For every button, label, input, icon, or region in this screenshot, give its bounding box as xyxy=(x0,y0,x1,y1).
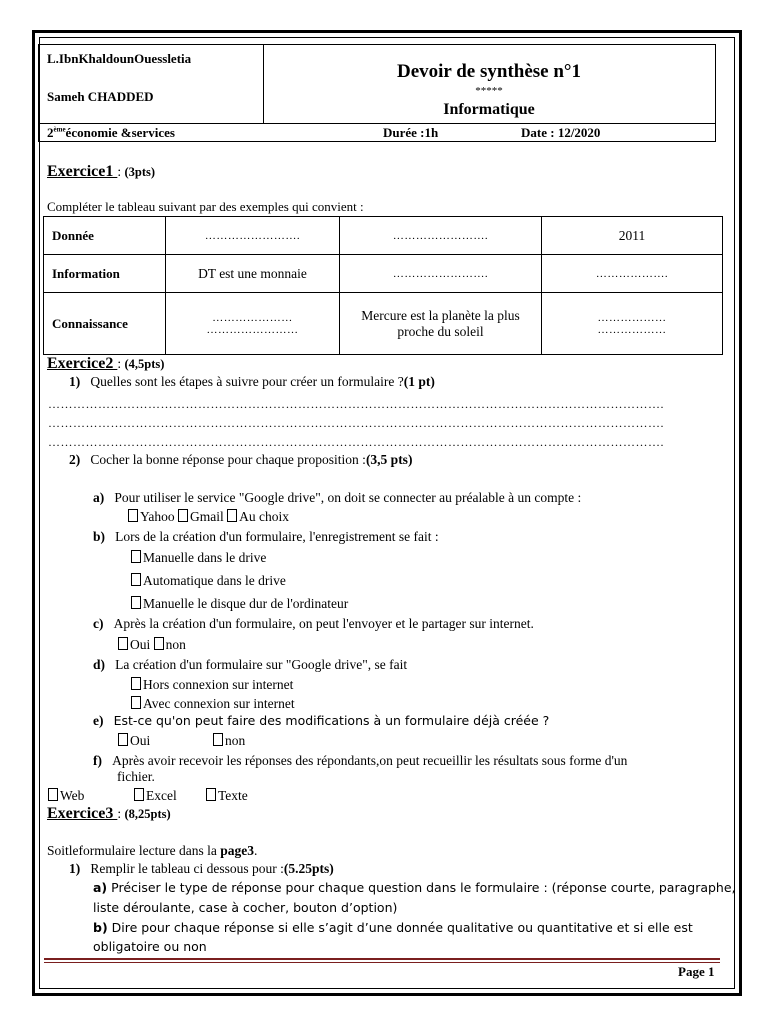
prop-label: b) xyxy=(93,529,106,544)
checkbox[interactable] xyxy=(118,733,128,746)
blank-line: ………………… xyxy=(212,311,293,324)
prop-label: a) xyxy=(93,880,108,895)
intro-text: Soitleformulaire lecture dans la xyxy=(47,843,221,858)
prop-text: Est-ce qu'on peut faire des modifications à un formulaire déjà créée ? xyxy=(113,713,550,728)
page-number: Page 1 xyxy=(678,964,715,979)
prop-label: d) xyxy=(93,657,106,672)
ex3-b-line2: obligatoire ou non xyxy=(93,939,207,954)
title-stars: ***** xyxy=(475,85,503,97)
cell-line: proche du soleil xyxy=(397,323,484,339)
prop-text: Dire pour chaque réponse si elle s’agit d’une donnée qualitative ou quantitative et si elle est xyxy=(111,920,693,935)
prop-f xyxy=(93,753,627,769)
ex1-points: (3pts) xyxy=(124,165,156,179)
exam-date: Date : 12/2020 xyxy=(521,125,601,140)
prop-e xyxy=(93,713,549,729)
prop-a xyxy=(93,490,581,506)
ex1-instruction: Compléter le tableau suivant par des exemples qui convient : xyxy=(47,199,364,214)
option-label: Au choix xyxy=(239,509,290,524)
cell-line: Mercure est la planète la plus xyxy=(361,307,520,323)
table-cell: 2011 xyxy=(542,217,723,255)
checkbox[interactable] xyxy=(48,788,58,801)
prop-label: a) xyxy=(93,490,105,505)
option-label: Oui xyxy=(130,733,151,748)
ex1-table xyxy=(43,216,723,355)
answer-blank: ……………………. xyxy=(166,217,340,255)
option-label: Manuelle le disque dur de l'ordinateur xyxy=(143,596,349,611)
option-label: non xyxy=(165,637,186,652)
prop-text: Après avoir recevoir les réponses des répondants,on peut recueillir les résultats sous forme d'un xyxy=(112,753,628,768)
option-row xyxy=(134,788,177,804)
answer-blank xyxy=(166,293,340,355)
ex2-title: Exercice2 xyxy=(47,355,118,372)
table-row xyxy=(44,217,723,255)
class-suffix: économie &services xyxy=(65,125,175,140)
answer-dotline: …………………………………………………………………………………………………………………………………. xyxy=(48,397,664,411)
ex2-q1 xyxy=(69,374,435,390)
prop-label: e) xyxy=(93,713,104,728)
option-row xyxy=(213,733,245,749)
option-row xyxy=(131,677,293,693)
checkbox[interactable] xyxy=(118,637,128,650)
option-label: Yahoo xyxy=(140,509,175,524)
prop-text: Lors de la création d'un formulaire, l'enregistrement se fait : xyxy=(115,529,439,544)
option-row xyxy=(118,733,150,749)
q-points: (1 pt) xyxy=(403,374,435,389)
intro-end: . xyxy=(253,843,258,858)
answer-blank: ……………………. xyxy=(340,255,542,293)
prop-d xyxy=(93,657,407,673)
exam-header xyxy=(38,44,716,142)
ex3-sep: : xyxy=(117,806,125,821)
option-row xyxy=(131,696,295,712)
ex1-title: Exercice1 xyxy=(47,163,118,180)
footer-rule xyxy=(44,958,720,960)
checkbox[interactable] xyxy=(213,733,223,746)
q-points: (5.25pts) xyxy=(283,861,334,876)
ex2-sep: : xyxy=(117,356,125,371)
prop-label: c) xyxy=(93,616,104,631)
class-sup: ème xyxy=(53,125,66,134)
prop-c xyxy=(93,616,534,632)
q-text: Cocher la bonne réponse pour chaque proposition : xyxy=(90,452,366,467)
exam-title: Devoir de synthèse n°1 xyxy=(396,61,582,82)
q-number: 1) xyxy=(69,861,81,876)
table-row xyxy=(44,293,723,355)
checkbox[interactable] xyxy=(227,509,237,522)
ex3-heading xyxy=(47,805,171,823)
ex3-a-line1 xyxy=(93,880,736,895)
q-number: 1) xyxy=(69,374,81,389)
option-label: Manuelle dans le drive xyxy=(143,550,267,565)
option-row xyxy=(131,596,348,612)
class-name xyxy=(47,125,175,141)
ex2-q2 xyxy=(69,452,412,468)
option-row xyxy=(206,788,248,804)
prop-label: b) xyxy=(93,920,108,935)
ex3-q1 xyxy=(69,861,334,877)
prop-label: f) xyxy=(93,753,102,768)
prop-text: Préciser le type de réponse pour chaque question dans le formulaire : (réponse courte, paragraphe, xyxy=(111,880,736,895)
ex1-heading xyxy=(47,163,155,181)
ex2-points: (4,5pts) xyxy=(124,357,165,371)
footer-rule xyxy=(44,962,720,963)
school-name: L.IbnKhaldounOuessletia xyxy=(47,51,192,66)
ex2-heading xyxy=(47,355,164,373)
intro-page: page3 xyxy=(220,843,254,858)
option-label: Excel xyxy=(146,788,177,803)
checkbox[interactable] xyxy=(131,677,141,690)
answer-blank: ………………. xyxy=(542,255,723,293)
option-row xyxy=(48,788,84,804)
teacher-name: Sameh CHADDED xyxy=(47,89,154,104)
row-label: Donnée xyxy=(44,217,166,255)
option-label: Oui xyxy=(130,637,151,652)
table-row xyxy=(44,255,723,293)
blank-line: …………………… xyxy=(206,323,299,336)
option-label: Web xyxy=(60,788,85,803)
option-row xyxy=(131,550,266,566)
ex3-points: (8,25pts) xyxy=(124,807,171,821)
q-points: (3,5 pts) xyxy=(365,452,413,467)
ex3-intro xyxy=(47,843,257,859)
prop-text: La création d'un formulaire sur "Google drive", se fait xyxy=(115,657,408,672)
blank-line: ……………… xyxy=(597,323,667,336)
prop-b xyxy=(93,529,439,545)
ex3-b-line1 xyxy=(93,920,693,935)
row-label: Information xyxy=(44,255,166,293)
answer-dotline: …………………………………………………………………………………………………………………………………. xyxy=(48,435,664,449)
checkbox[interactable] xyxy=(134,788,144,801)
q-text: Quelles sont les étapes à suivre pour créer un formulaire ? xyxy=(90,374,404,389)
answer-blank xyxy=(542,293,723,355)
option-row xyxy=(131,573,286,589)
prop-text: Après la création d'un formulaire, on peut l'envoyer et le partager sur internet. xyxy=(113,616,534,631)
checkbox[interactable] xyxy=(131,573,141,586)
table-cell: DT est une monnaie xyxy=(166,255,340,293)
prop-text: Pour utiliser le service "Google drive", on doit se connecter au préalable à un compte : xyxy=(114,490,582,505)
exam-subject: Informatique xyxy=(443,101,535,118)
checkbox[interactable] xyxy=(178,509,188,522)
checkbox[interactable] xyxy=(206,788,216,801)
checkbox[interactable] xyxy=(128,509,138,522)
option-label: Gmail xyxy=(190,509,224,524)
ex3-title: Exercice3 xyxy=(47,805,118,822)
exam-duration: Durée :1h xyxy=(383,125,439,140)
checkbox[interactable] xyxy=(131,696,141,709)
option-label: Avec connexion sur internet xyxy=(143,696,295,711)
option-label: non xyxy=(225,733,246,748)
class-prefix: 2 xyxy=(47,125,54,140)
q-number: 2) xyxy=(69,452,81,467)
answer-dotline: …………………………………………………………………………………………………………………………………. xyxy=(48,416,664,430)
row-label: Connaissance xyxy=(44,293,166,355)
ex1-sep: : xyxy=(117,164,125,179)
answer-blank: ……………………. xyxy=(340,217,542,255)
table-cell xyxy=(340,293,542,355)
checkbox[interactable] xyxy=(154,637,164,650)
ex3-a-line2: liste déroulante, case à cocher, bouton d’option) xyxy=(93,900,398,915)
option-label: Texte xyxy=(218,788,248,803)
option-label: Automatique dans le drive xyxy=(143,573,286,588)
prop-c-options xyxy=(118,637,186,653)
prop-a-options xyxy=(128,509,289,525)
checkbox[interactable] xyxy=(131,550,141,563)
blank-line: ……………… xyxy=(597,311,667,324)
option-label: Hors connexion sur internet xyxy=(143,677,294,692)
checkbox[interactable] xyxy=(131,596,141,609)
q-text: Remplir le tableau ci dessous pour : xyxy=(90,861,284,876)
prop-f-cont: fichier. xyxy=(117,769,155,784)
header-divider xyxy=(39,123,715,124)
